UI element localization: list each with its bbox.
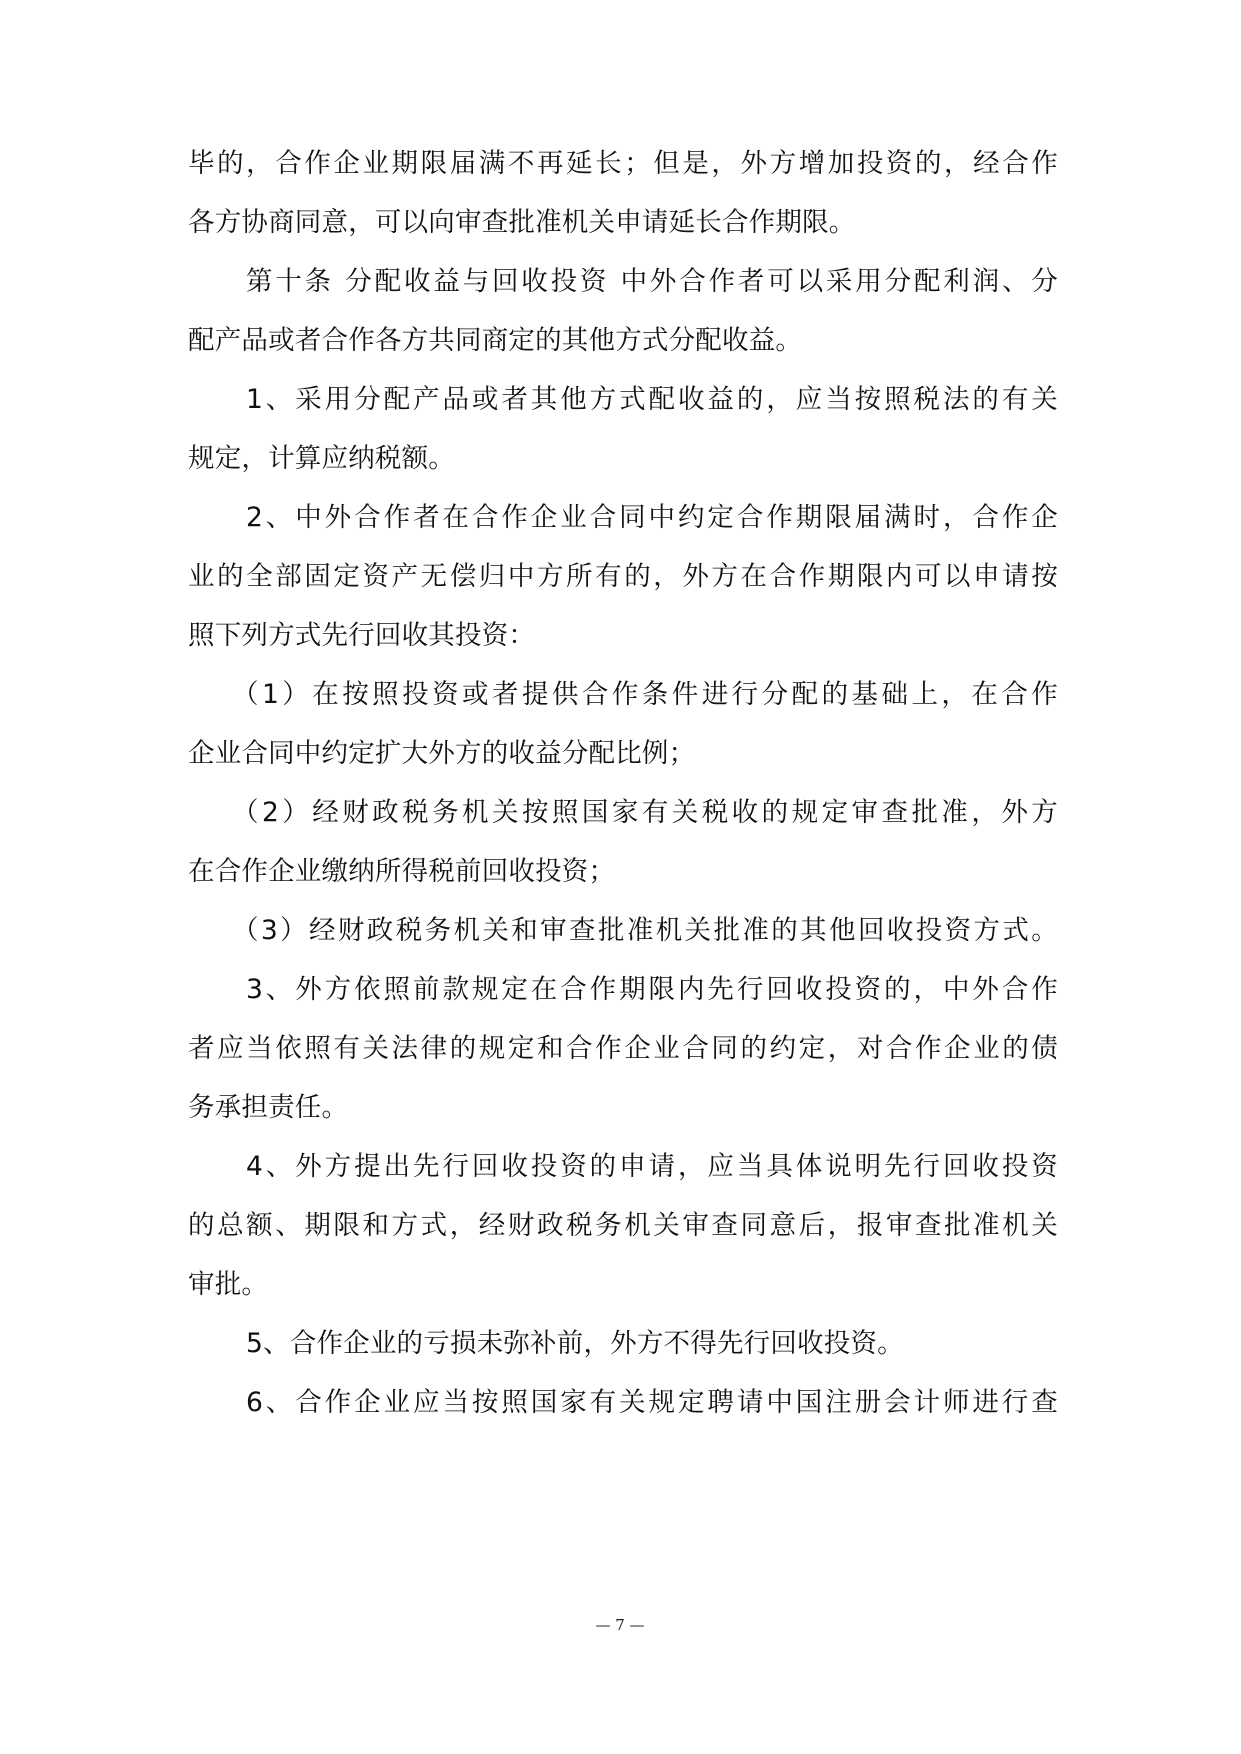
article-ten-heading-line: 第十条 分配收益与回收投资 中外合作者可以采用分配利润、分 xyxy=(246,266,1058,297)
page-number: — 7 — xyxy=(595,1616,645,1634)
clause-5-line-1: 5、合作企业的亏损未弥补前，外方不得先行回收投资。 xyxy=(246,1328,904,1359)
clause-2-line-2: 业的全部固定资产无偿归中方所有的，外方在合作期限内可以申请按 xyxy=(188,561,1058,592)
clause-4-line-1: 4、外方提出先行回收投资的申请，应当具体说明先行回收投资 xyxy=(246,1151,1058,1182)
clause-1-line-1: 1、采用分配产品或者其他方式配收益的，应当按照税法的有关 xyxy=(246,384,1058,415)
sub-clause-2-line-2: 在合作企业缴纳所得税前回收投资； xyxy=(188,856,616,887)
sub-clause-1-line-2: 企业合同中约定扩大外方的收益分配比例； xyxy=(188,738,696,769)
clause-4-line-2: 的总额、期限和方式，经财政税务机关审查同意后，报审查批准机关 xyxy=(188,1210,1058,1241)
clause-3-line-1: 3、外方依照前款规定在合作期限内先行回收投资的，中外合作 xyxy=(246,974,1058,1005)
clause-3-line-2: 者应当依照有关法律的规定和合作企业合同的约定，对合作企业的债 xyxy=(188,1033,1058,1064)
clause-3-line-3: 务承担责任。 xyxy=(188,1092,349,1123)
clause-4-line-3: 审批。 xyxy=(188,1269,269,1300)
sub-clause-3-line-1: （3）经财政税务机关和审查批准机关批准的其他回收投资方式。 xyxy=(232,915,1058,946)
text-line-1: 毕的，合作企业期限届满不再延长；但是，外方增加投资的，经合作 xyxy=(188,148,1058,179)
clause-1-line-2: 规定，计算应纳税额。 xyxy=(188,443,455,474)
clause-2-line-1: 2、中外合作者在合作企业合同中约定合作期限届满时，合作企 xyxy=(246,502,1058,533)
clause-2-line-3: 照下列方式先行回收其投资： xyxy=(188,620,536,651)
clause-6-line-1: 6、合作企业应当按照国家有关规定聘请中国注册会计师进行查 xyxy=(246,1387,1058,1418)
sub-clause-2-line-1: （2）经财政税务机关按照国家有关税收的规定审查批准，外方 xyxy=(232,797,1058,828)
text-line-4: 配产品或者合作各方共同商定的其他方式分配收益。 xyxy=(188,325,803,356)
sub-clause-1-line-1: （1）在按照投资或者提供合作条件进行分配的基础上，在合作 xyxy=(232,679,1058,710)
text-line-2: 各方协商同意，可以向审查批准机关申请延长合作期限。 xyxy=(188,207,856,238)
